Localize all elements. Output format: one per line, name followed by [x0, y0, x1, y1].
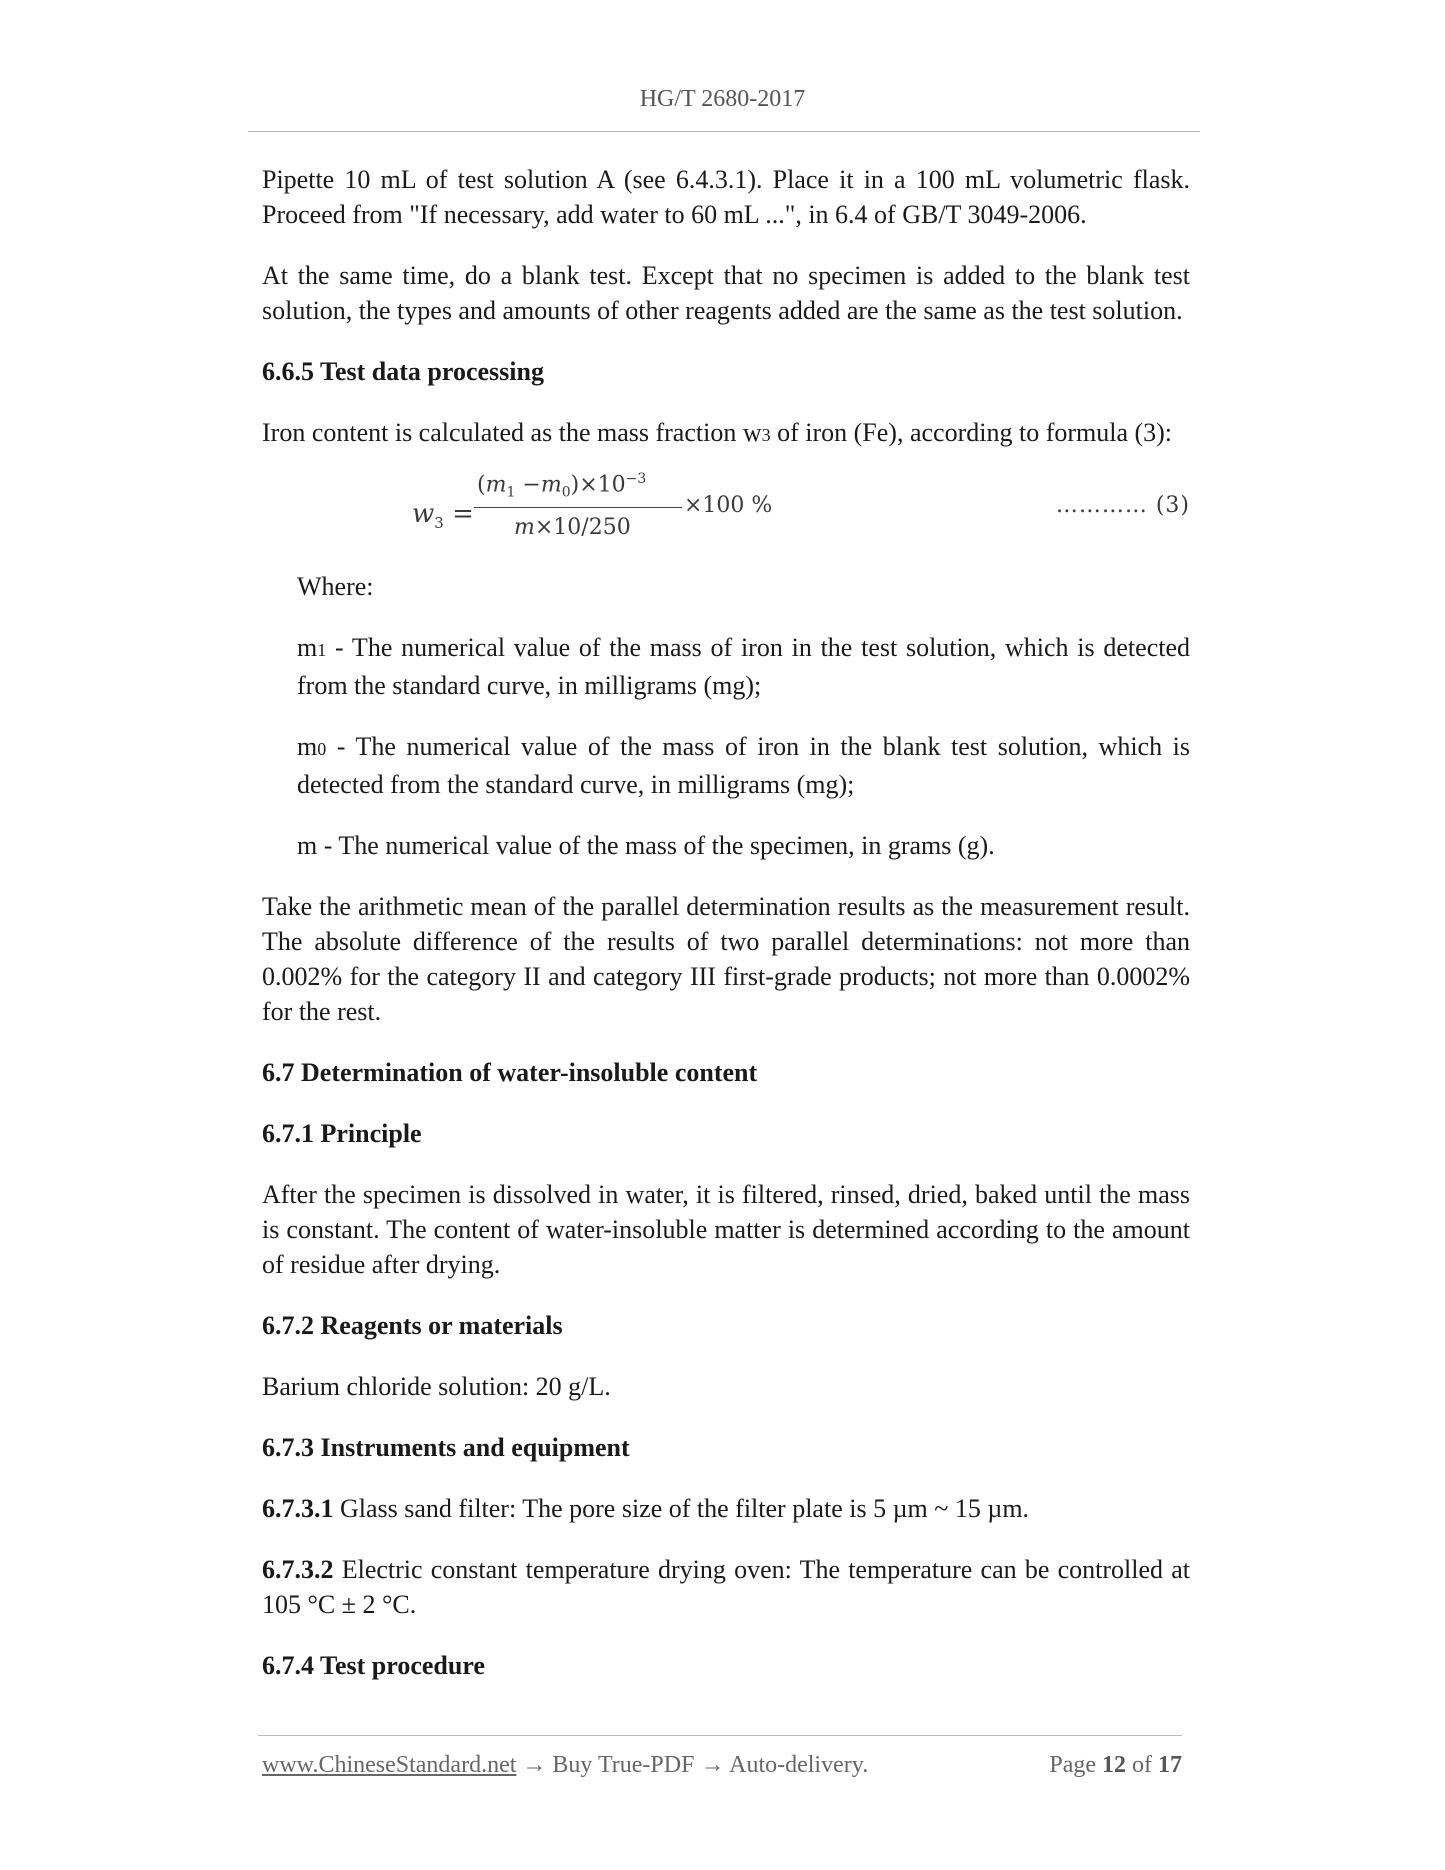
definition-m1: m1 - The numerical value of the mass of iron in the test solution, which is detected from the standard curve, in milligrams (mg); [297, 633, 1190, 700]
paragraph-blank-test: At the same time, do a blank test. Except that no specimen is added to the blank test solution, the types and amounts of other reagents added are the same as the test solution. [262, 261, 1190, 325]
heading-6-7-1: 6.7.1 Principle [262, 1119, 422, 1148]
formula-multiplier: ×100 % [684, 493, 773, 518]
paragraph-barium-chloride: Barium chloride solution: 20 g/L. [262, 1372, 611, 1401]
heading-6-7-2: 6.7.2 Reagents or materials [262, 1311, 563, 1340]
paragraph-iron-content: Iron content is calculated as the mass fraction w3 of iron (Fe), according to formula (3): [262, 418, 1173, 447]
formula-3 [262, 463, 1190, 563]
header-standard-code: HG/T 2680-2017 [639, 86, 806, 112]
heading-6-6-5: 6.6.5 Test data processing [262, 357, 544, 386]
footer-site-link[interactable]: www.ChineseStandard.net [262, 1752, 517, 1778]
page-indicator: Page 12 of 17 [1049, 1752, 1182, 1778]
definition-m: m - The numerical value of the mass of the specimen, in grams (g). [297, 831, 995, 860]
paragraph-arithmetic-mean: Take the arithmetic mean of the parallel determination results as the measurement result. The absolute difference of the results of two parallel determinations: not more than 0.002% for the category II and category III first-grade products; not more than 0.0002% for the rest. [262, 892, 1190, 1026]
heading-6-7-3: 6.7.3 Instruments and equipment [262, 1433, 630, 1462]
heading-6-7-4: 6.7.4 Test procedure [262, 1651, 485, 1680]
item-6-7-3-1: 6.7.3.1 Glass sand filter: The pore size of the filter plate is 5 µm ~ 15 µm. [262, 1494, 1030, 1523]
paragraph-principle: After the specimen is dissolved in water, it is filtered, rinsed, dried, baked until the mass is constant. The content of water-insoluble matter is determined according to the amount of residue after drying. [262, 1180, 1190, 1279]
item-6-7-3-2: 6.7.3.2 Electric constant temperature drying oven: The temperature can be controlled at 105 °C ± 2 °C. [262, 1555, 1190, 1619]
formula-number: ………… (3) [1055, 493, 1190, 518]
footer-divider [258, 1735, 1182, 1736]
formula-fraction-bar [474, 507, 682, 508]
header-divider [248, 131, 1200, 132]
page-content [262, 162, 1190, 1683]
definition-m0: m0 - The numerical value of the mass of iron in the blank test solution, which is detected from the standard curve, in milligrams (mg); [297, 732, 1190, 799]
paragraph-pipette: Pipette 10 mL of test solution A (see 6.4.3.1). Place it in a 100 mL volumetric flask. Proceed from "If necessary, add water to 60 mL ...", in 6.4 of GB/T 3049-2006. [262, 165, 1190, 229]
heading-6-7: 6.7 Determination of water-insoluble content [262, 1058, 758, 1087]
where-label: Where: [297, 572, 374, 601]
formula-numerator: $(m_1 -m_0)\times 10^{-3}$ [477, 471, 647, 501]
footer-promo: www.ChineseStandard.net → Buy True-PDF → Auto-delivery. [262, 1752, 869, 1778]
formula-denominator: m×10/250 [514, 515, 631, 540]
formula-lhs: $w_3$ = [412, 499, 474, 533]
